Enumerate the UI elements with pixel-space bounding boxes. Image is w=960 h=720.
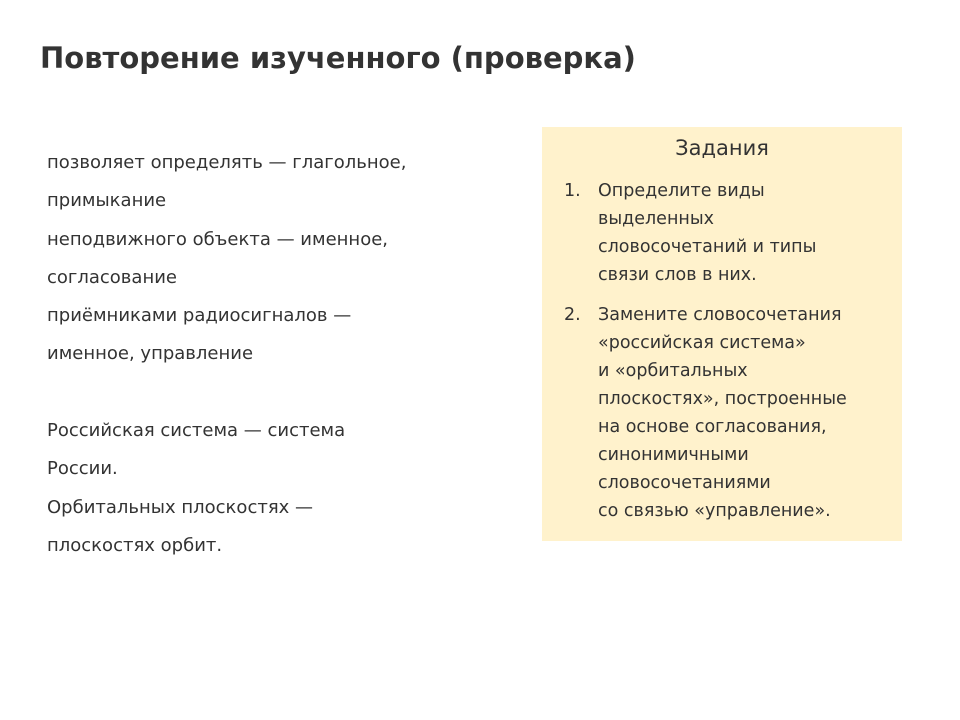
task-text-line: Замените словосочетания — [598, 305, 842, 325]
answer-line: согласование — [47, 266, 177, 288]
task-text-line: Определите виды — [598, 181, 765, 201]
task-number: 2. — [564, 305, 581, 325]
tasks-heading: Задания — [675, 136, 769, 160]
answer-line: неподвижного объекта — именное, — [47, 228, 388, 250]
task-text-line: словосочетаний и типы — [598, 237, 817, 257]
answer-line: примыкание — [47, 190, 167, 212]
task-item-2 — [564, 301, 894, 525]
answer-line: России. — [47, 458, 118, 480]
task-number: 1. — [564, 181, 581, 201]
answer-line: Орбитальных плоскостях — — [47, 496, 314, 518]
task-text-line: выделенных — [598, 209, 715, 229]
task-item-1 — [564, 177, 894, 289]
answer-line: позволяет определять — глагольное, — [47, 152, 407, 173]
task-text-line: на основе согласования, — [598, 417, 827, 437]
task-text-line: плоскостях», построенные — [598, 389, 847, 409]
slide-title: Повторение изученного (проверка) — [40, 41, 636, 75]
answer-line: Российская система — система — [47, 420, 346, 442]
task-text-line: «российская система» — [598, 333, 806, 353]
answers-text — [47, 144, 517, 565]
tasks-box — [542, 127, 902, 541]
answer-line: именное, управление — [47, 343, 254, 365]
task-text-line: синонимичными — [598, 445, 749, 465]
task-text-line: и «орбитальных — [598, 361, 748, 381]
answer-spacer — [47, 374, 517, 412]
task-list — [564, 177, 894, 525]
answer-line: приёмниками радиосигналов — — [47, 305, 352, 327]
task-text-line: со связью «управление». — [598, 501, 831, 521]
answer-line: плоскостях орбит. — [47, 534, 223, 556]
task-text-line: словосочетаниями — [598, 473, 771, 493]
task-text-line: связи слов в них. — [598, 265, 757, 285]
